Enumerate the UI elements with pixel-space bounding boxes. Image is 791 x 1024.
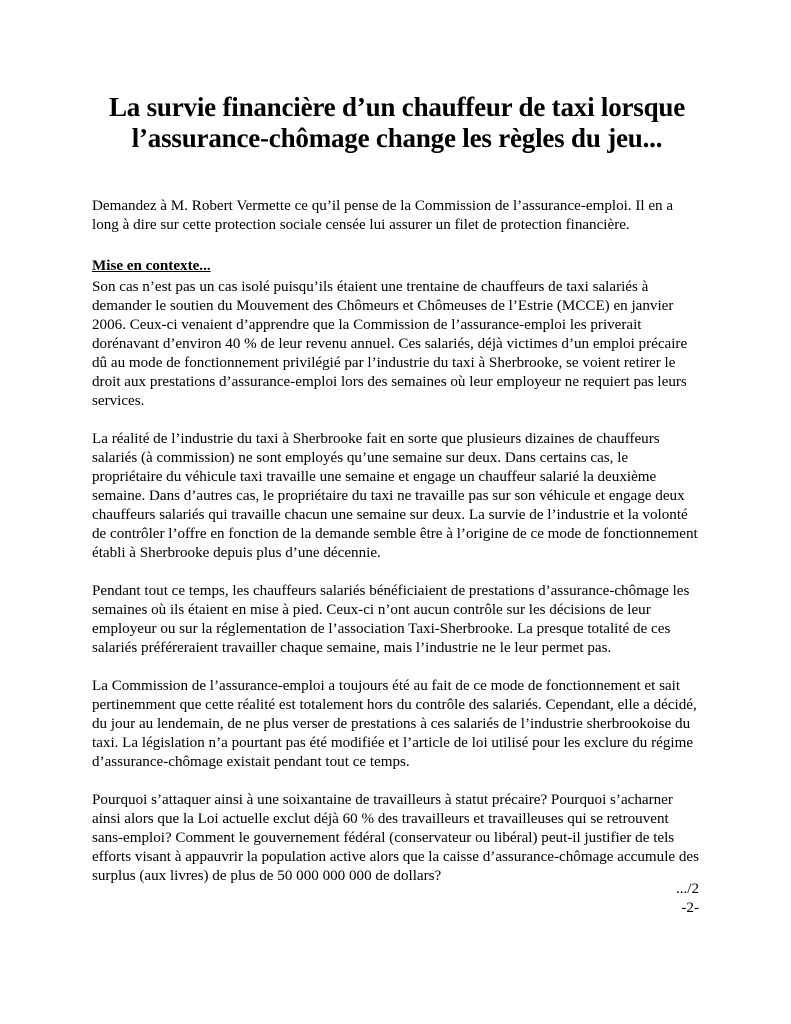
page-number: -2- — [681, 900, 699, 916]
body-paragraph-4: La Commission de l’assurance-emploi a toujours été au fait de ce mode de fonctionnement et sait pertinemment que cette réalité est totalement hors du contrôle des salariés. Cependant, elle a décidé, du jour au lendemain, de ne plus verser de prestations à ces salariés de l’industrie sherbrookoise du taxi. La législation n’a pourtant pas été modifiée et l’article de loi utilisé pour les exclure du régime d’assurance-chômage existait pendant tout ce temps. — [92, 678, 697, 770]
body-paragraph-1: Son cas n’est pas un cas isolé puisqu’ils étaient une trentaine de chauffeurs de taxi salariés à demander le soutien du Mouvement des Chômeurs et Chômeuses de l’Estrie (MCCE) en janvier 2006. Ceux-ci venaient d’apprendre que la Commission de l’assurance-emploi les priverait dorénavant d’environ 40 % de leur revenu annuel. Ces salariés, déjà victimes d’un emploi précaire dû au mode de fonctionnement privilégié par l’industrie du taxi à Sherbrooke, se voient retirer le droit aux prestations d’assurance-emploi lors des semaines où leur employeur ne requiert pas leurs services. — [92, 279, 688, 409]
page-footer — [676, 880, 699, 918]
title-line-2: l’assurance-chômage change les règles du jeu... — [131, 123, 663, 153]
document-page — [92, 92, 702, 886]
title-line-1: La survie financière d’un chauffeur de taxi lorsque — [108, 92, 686, 122]
body-paragraph-2: La réalité de l’industrie du taxi à Sherbrooke fait en sorte que plusieurs dizaines de chauffeurs salariés (à commission) ne sont employés qu’une semaine sur deux. Dans certains cas, le propriétaire du véhicule taxi travaille une semaine et engage un chauffeur salarié la deuxième semaine. Dans d’autres cas, le propriétaire du taxi ne travaille pas sur son véhicule et engage deux chauffeurs salariés qui travaille chacun une semaine sur deux. La survie de l’industrie et la volonté de contrôler l’offre en fonction de la demande semble être à l’origine de ce mode de fonctionnement établi à Sherbrooke depuis plus d’une décennie. — [92, 431, 698, 561]
section-heading: Mise en contexte... — [92, 258, 211, 274]
body-paragraph-5: Pourquoi s’attaquer ainsi à une soixantaine de travailleurs à statut précaire? Pourquoi s’acharner ainsi alors que la Loi actuelle exclut déjà 60 % des travailleurs et travailleuses qui se retrouvent sans-emploi? Comment le gouvernement fédéral (conservateur ou libéral) peut-il justifier de tels efforts visant à appauvrir la population active alors que la caisse d’assurance-chômage accumule des surplus (aux livres) de plus de 50 000 000 000 de dollars? — [92, 792, 700, 884]
continued-marker: .../2 — [675, 881, 699, 897]
body-paragraph-3: Pendant tout ce temps, les chauffeurs salariés bénéficiaient de prestations d’assurance-chômage les semaines où ils étaient en mise à pied. Ceux-ci n’ont aucun contrôle sur les décisions de leur employeur ou sur la réglementation de l’association Taxi-Sherbrooke. La presque totalité de ces salariés préféreraient travailler chaque semaine, mais l’industrie ne le leur permet pas. — [92, 583, 690, 656]
document-title — [92, 92, 702, 154]
intro-paragraph: Demandez à M. Robert Vermette ce qu’il pense de la Commission de l’assurance-emploi. Il en a long à dire sur cette protection sociale censée lui assurer un filet de protection financière. — [92, 198, 674, 233]
